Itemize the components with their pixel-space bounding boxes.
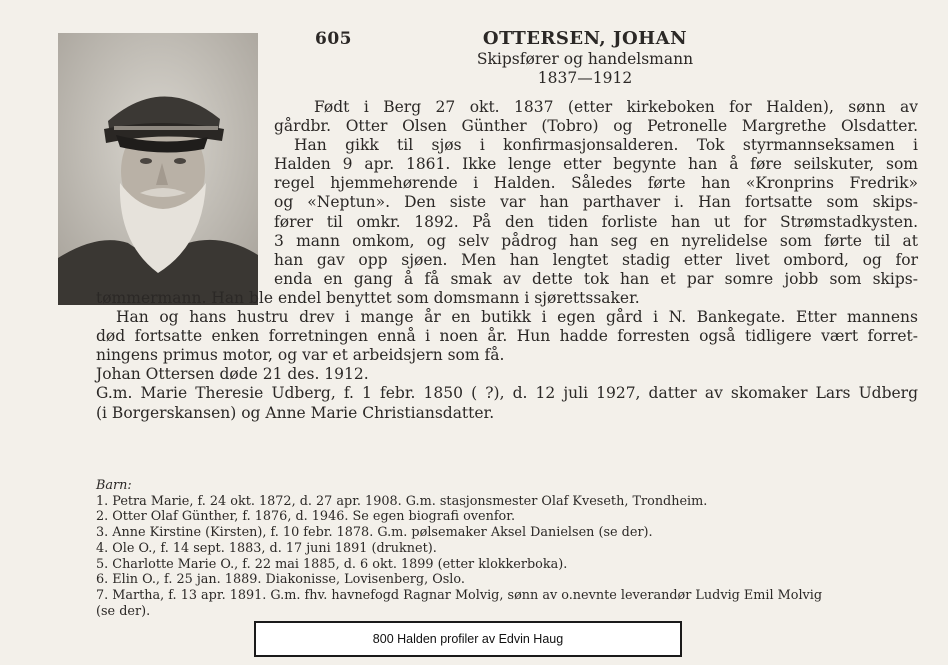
bio-line: fører til omkr. 1892. På den tiden forliste han ut for Strømstadkysten. bbox=[274, 212, 918, 231]
bio-line: (i Borgerskansen) og Anne Marie Christiansdatter. bbox=[96, 403, 495, 422]
bio-line: død fortsatte enken forretningen ennå i noen år. Hun hadde forresten også tidligere vært forret- bbox=[96, 327, 918, 346]
life-years: 1837—1912 bbox=[537, 69, 633, 87]
bio-line: gårdbr. Otter Olsen Günther (Tobro) og Petronelle Margrethe Olsdatter. bbox=[274, 117, 918, 136]
caption-box: 800 Halden profiler av Edvin Haug bbox=[254, 621, 682, 657]
list-item: (se der). bbox=[96, 603, 151, 619]
list-item: 6. Elin O., f. 25 jan. 1889. Diakonisse, Lovisenberg, Oslo. bbox=[96, 572, 465, 588]
bio-line: tømmermann. Han ble endel benyttet som domsmann i sjørettssaker. bbox=[96, 288, 640, 307]
page-number: 605 bbox=[315, 29, 352, 49]
bio-line: Johan Ottersen døde 21 des. 1912. bbox=[96, 365, 369, 384]
biography-text bbox=[96, 98, 918, 423]
bio-line: han gav opp sjøen. Men han lengtet stadig etter livet ombord, og for bbox=[274, 250, 918, 269]
children-list bbox=[96, 478, 916, 619]
list-item: 2. Otter Olaf Günther, f. 1876, d. 1946. Se egen biografi ovenfor. bbox=[96, 509, 516, 525]
bio-line: regel hjemmehørende i Halden. Således førte han «Kronprins Fredrik» bbox=[274, 174, 918, 193]
list-item: 7. Martha, f. 13 apr. 1891. G.m. fhv. havnefogd Ragnar Molvig, sønn av o.nevnte leverandør Ludvig Emil Molvig bbox=[96, 587, 823, 603]
bio-line: og «Neptun». Den siste var han parthaver i. Han fortsatte som skips- bbox=[274, 193, 918, 212]
list-item: 5. Charlotte Marie O., f. 22 mai 1885, d. 6 okt. 1899 (etter klokkerboka). bbox=[96, 556, 568, 572]
bio-line: Halden 9 apr. 1861. Ikke lenge etter begynte han å føre seilskuter, som bbox=[274, 155, 918, 174]
list-item: 1. Petra Marie, f. 24 okt. 1872, d. 27 apr. 1908. G.m. stasjonsmester Olaf Kveseth, Trondheim. bbox=[96, 493, 708, 509]
bio-line: enda en gang å få smak av dette tok han et par somre jobb som skips- bbox=[274, 269, 918, 288]
bio-line: Han gikk til sjøs i konfirmasjonsalderen. Tok styrmannseksamen i bbox=[294, 136, 918, 155]
bio-line: 3 mann omkom, og selv pådrog han seg en nyrelidelse som førte til at bbox=[274, 231, 918, 250]
list-item: 3. Anne Kirstine (Kirsten), f. 10 febr. 1878. G.m. pølsemaker Aksel Danielsen (se der). bbox=[96, 525, 653, 541]
person-name: OTTERSEN, JOHAN bbox=[482, 28, 688, 49]
bio-line: Født i Berg 27 okt. 1837 (etter kirkeboken for Halden), sønn av bbox=[314, 98, 918, 116]
children-heading: Barn: bbox=[96, 478, 132, 493]
bio-line: ningens primus motor, og var et arbeidsjern som få. bbox=[96, 346, 505, 365]
bio-line: G.m. Marie Theresie Udberg, f. 1 febr. 1850 ( ?), d. 12 juli 1927, datter av skomaker Lars Udberg bbox=[96, 384, 918, 403]
bio-line: Han og hans hustru drev i mange år en butikk i egen gård i N. Bankegate. Etter mannens bbox=[116, 308, 918, 327]
occupation: Skipsfører og handelsmann bbox=[476, 50, 694, 68]
list-item: 4. Ole O., f. 14 sept. 1883, d. 17 juni 1891 (druknet). bbox=[96, 540, 437, 556]
